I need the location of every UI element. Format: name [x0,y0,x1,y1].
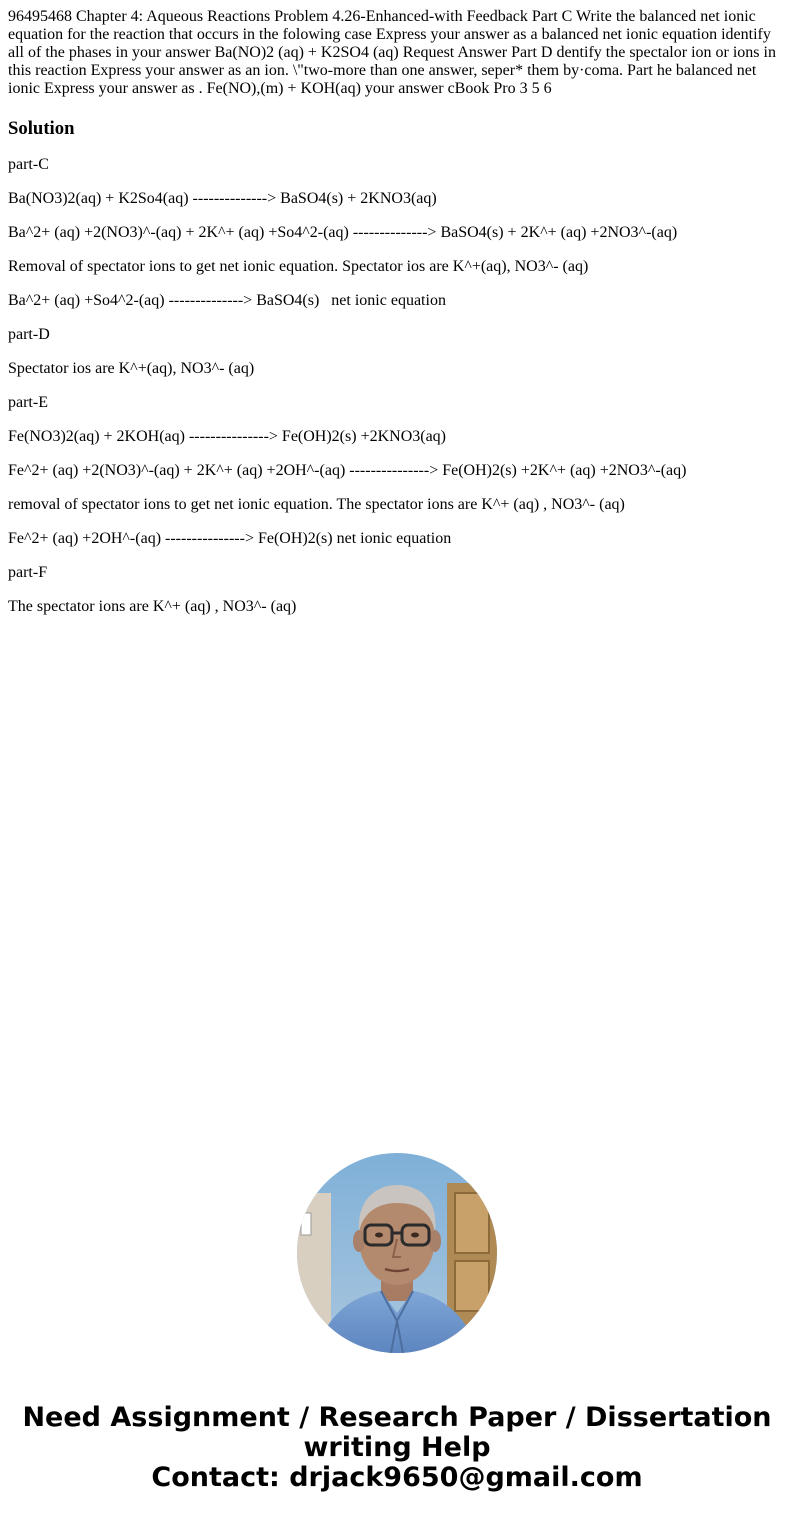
solution-line: removal of spectator ions to get net ionic equation. The spectator ions are K^+ (aq) , NO3^- (aq) [8,496,625,513]
solution-line: Removal of spectator ions to get net ionic equation. Spectator ios are K^+(aq), NO3^- (aq) [8,258,589,275]
solution-line: Ba^2+ (aq) +2(NO3)^-(aq) + 2K^+ (aq) +So4^2-(aq) --------------> BaSO4(s) + 2K^+ (aq) +2NO3^-(aq) [8,224,678,241]
solution-line: part-E [8,394,48,411]
solution-line: Spectator ios are K^+(aq), NO3^- (aq) [8,360,255,377]
question-text: 96495468 Chapter 4: Aqueous Reactions Problem 4.26-Enhanced-with Feedback Part C Write the balanced net ionic equation for the reaction that occurs in the folowing case Express your answer as a balanced net ionic equation identify all of the phases in your answer Ba(NO)2 (aq) + K2SO4 (aq) Request Answer Part D dentify the spectalor ion or ions in this reaction Express your answer as an ion. \"two-more than one answer, seper* them by·coma. Part he balanced net ionic Express your answer as . Fe(NO),(m) + KOH(aq) your answer cBook Pro 3 5 6 [8,8,776,97]
solution-line: part-D [8,326,50,343]
promo-line-1: Need Assignment / Research Paper / Dissertation [22,1402,772,1433]
solution-line: Fe(NO3)2(aq) + 2KOH(aq) ---------------> Fe(OH)2(s) +2KNO3(aq) [8,428,447,445]
solution-heading: Solution [8,118,75,139]
page-content [8,8,786,632]
author-photo-icon [297,1153,497,1353]
author-avatar [297,1153,497,1353]
promo-line-2: writing Help [303,1432,491,1463]
solution-line: Ba^2+ (aq) +So4^2-(aq) --------------> BaSO4(s) net ionic equation [8,292,446,309]
solution-line: Ba(NO3)2(aq) + K2So4(aq) --------------> BaSO4(s) + 2KNO3(aq) [8,190,437,207]
promo-contact: Contact: drjack9650@gmail.com [151,1462,643,1493]
solution-line: part-F [8,564,48,581]
promo-banner [0,1403,794,1493]
solution-line: The spectator ions are K^+ (aq) , NO3^- (aq) [8,598,297,615]
solution-line: part-C [8,156,49,173]
solution-line: Fe^2+ (aq) +2OH^-(aq) ---------------> Fe(OH)2(s) net ionic equation [8,530,452,547]
solution-line: Fe^2+ (aq) +2(NO3)^-(aq) + 2K^+ (aq) +2OH^-(aq) ---------------> Fe(OH)2(s) +2K^+ (aq) +2NO3^-(aq) [8,462,687,479]
